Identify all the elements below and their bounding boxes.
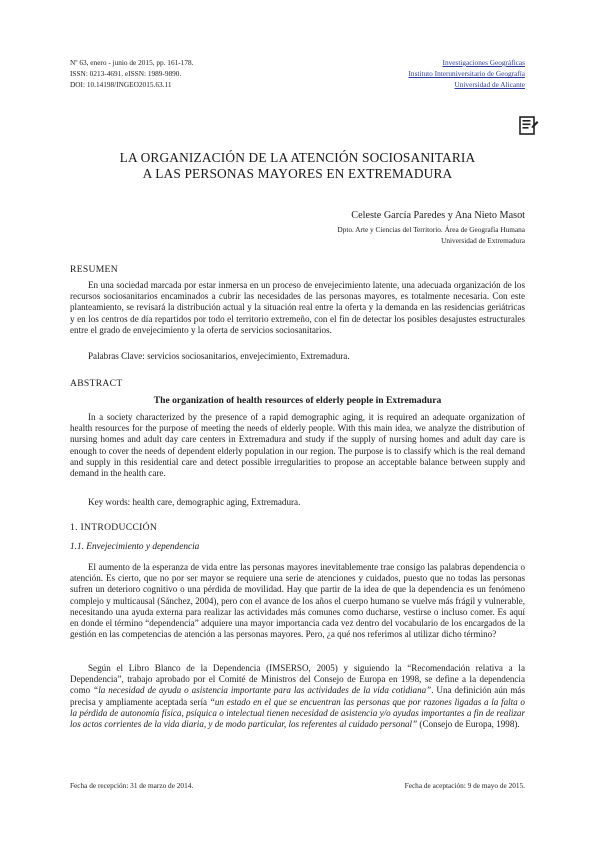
affiliation: [337, 224, 525, 246]
subsection-heading: 1.1. Envejecimiento y dependencia: [70, 542, 200, 552]
issue-line: Nº 63, enero - junio de 2015, pp. 161-178.: [70, 58, 194, 67]
title-line-2: A LAS PERSONAS MAYORES EN EXTREMADURA: [142, 166, 453, 181]
para2-text-a: Según el Libro Blanco de la Dependencia (IMSERSO, 2005) y siguiendo la “Recomendación relativa a la Dependencia”, trabajo aprobado por el Comité de Ministros del Consejo de Europa en 1998, se define a la dependencia como: [70, 663, 525, 696]
issn-line: ISSN: 0213-4691. eISSN: 1989-9890.: [70, 69, 182, 79]
doi-line: DOI: 10.14198/INGEO2015.63.11: [70, 80, 172, 90]
intro-paragraph-1: El aumento de la esperanza de vida entre las personas mayores inevitablemente trae consigo las palabras dependencia o atención. Es cierto, que no por ser mayor se requiere una serie de atenciones y cuidados, puesto que no todas las personas sufren un deterioro cognitivo o una pérdida de movilidad. Hay que partir de la idea de que la dependencia es un fenómeno complejo y multicausal (Sánchez, 2004), pero con el avance de los años el cuerpo humano se vuelve más frágil y vulnerable, necesitando una ayuda externa para realizar las actividades más comunes como ducharse, vestirse o incluso comer. Es aquí en donde el término “dependencia” adquiere una mayor importancia cada vez dentro del vocabulario de los encargados de la gestión en las competencias de atención a las personas mayores. Pero, ¿a qué nos referimos al utilizar dicho término?: [70, 562, 525, 640]
resumen-heading: RESUMEN: [70, 264, 118, 275]
abstract-heading: ABSTRACT: [70, 378, 123, 389]
document-icon[interactable]: [518, 116, 539, 135]
accepted-date: Fecha de aceptación: 9 de mayo de 2015.: [404, 781, 525, 790]
quote-1: “la necesidad de ayuda o asistencia importante para las actividades de la vida cotidiana”: [93, 685, 432, 696]
paper-title: [60, 150, 535, 182]
university-link[interactable]: Universidad de Alicante: [454, 80, 525, 90]
journal-link[interactable]: Investigaciones Geográficas: [442, 58, 525, 67]
authors: Celeste García Paredes y Ana Nieto Masot: [351, 210, 525, 221]
section-heading: 1. INTRODUCCIÓN: [70, 522, 158, 533]
para2-text-c: . Una definición aún más precisa y ampliamente aceptada sería: [70, 685, 526, 707]
keywords-label: Key words: [88, 497, 128, 507]
para2-text-e: (Consejo de Europa, 1998).: [417, 719, 520, 730]
title-line-1: LA ORGANIZACIÓN DE LA ATENCIÓN SOCIOSANITARIA: [119, 150, 476, 165]
intro-paragraph-2: [70, 663, 525, 730]
received-date: Fecha de recepción: 31 de marzo de 2014.: [70, 781, 194, 790]
institute-link[interactable]: Instituto Interuniversitario de Geografía: [408, 69, 525, 79]
abstract-title: The organization of health resources of elderly people in Extremadura: [153, 395, 442, 406]
abstract-body: In a society characterized by the presence of a rapid demographic aging, it is required an adequate organization of health resources for the purpose of meeting the needs of elderly people. With this main idea, we analyze the distribution of nursing homes and adult day care centers in Extremadura and study if the supply of nursing homes and adult day care is enough to cover the needs of dependent elderly population in our region. The purpose is to classify which is the real demand and supply in this residential care and detect possible irregularities to propose an acceptable balance between supply and demand in the health care.: [70, 412, 525, 479]
journal-info: [70, 57, 193, 91]
resumen-keywords: [88, 351, 350, 361]
abstract-keywords: [88, 497, 300, 507]
keywords-text: : servicios sociosanitarios, envejecimiento, Extremadura.: [142, 351, 350, 361]
affiliation-line-1: Dpto. Arte y Ciencias del Territorio. Área de Geografía Humana: [337, 225, 525, 234]
keywords-label: Palabras Clave: [88, 351, 143, 361]
resumen-body: En una sociedad marcada por estar inmersa en un proceso de envejecimiento latente, una adecuada organización de los recursos sociosanitarios encaminados a cubrir las necesidades de las personas mayores, es totalmente necesaria. Con este planteamiento, se revisará la distribución actual y la situación real entre la oferta y la demanda en las residencias geriátricas y en los centros de día repartidos por todo el territorio extremeño, con el fin de detectar los posibles desajustes estructurales entre el grado de envejecimiento y la oferta de servicios sociosanitarios.: [70, 280, 525, 335]
keywords-text: : health care, demographic aging, Extremadura.: [127, 497, 301, 507]
publisher-links: [408, 57, 525, 91]
affiliation-line-2: Universidad de Extremadura: [441, 236, 525, 245]
quote-2: “un estado en el que se encuentran las personas que por razones ligadas a la falta o la pérdida de autonomía física, psíquica o intelectual tienen necesidad de asistencia y/o ayudas importantes a fin de realizar los actos corrientes de la vida diaria, y de modo particular, los referentes al cuidado personal”: [70, 696, 525, 730]
